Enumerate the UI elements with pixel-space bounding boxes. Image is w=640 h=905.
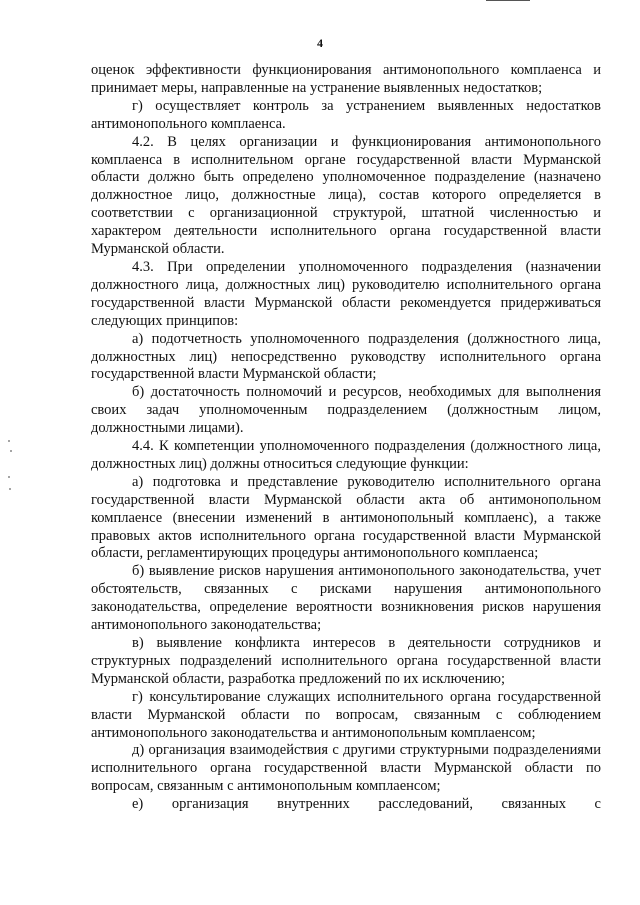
paragraph-function-a: а) подготовка и представление руководителю исполнительного органа государственной власти Мурманской области акта об антимонопольном комплаенсе (внесении изменений в антимонопольный комплаенс), а также правовых актов исполнительного органа государственной власти Мурманской области, регламентирующих процедуры антимонопольного комплаенса;	[91, 473, 601, 562]
paragraph-function-g: г) консультирование служащих исполнительного органа государственной власти Мурманской области по вопросам, связанным с соблюдением антимонопольного законодательства и антимонопольным комплаенсом;	[91, 688, 601, 741]
paragraph-4-2: 4.2. В целях организации и функционирования антимонопольного комплаенса в исполнительном органе государственной власти Мурманской области должно быть определено уполномоченное подразделение (назначено должностное лицо, должностные лица), состав которого определяется в соответствии с организационной структурой, штатной численностью и характером деятельности исполнительного органа государственной власти Мурманской области.	[91, 133, 601, 258]
paragraph-principle-a: а) подотчетность уполномоченного подразделения (должностного лица, должностных лиц) непосредственно руководству исполнительного органа государственной власти Мурманской области;	[91, 330, 601, 383]
paragraph-function-d: д) организация взаимодействия с другими структурными подразделениями исполнительного органа государственной власти Мурманской области по вопросам, связанным с антимонопольным комплаенсом;	[91, 742, 601, 795]
document-body	[91, 62, 601, 814]
scan-dot	[8, 440, 10, 442]
paragraph-4-4: 4.4. К компетенции уполномоченного подразделения (должностного лица, должностных лиц) должны относиться следующие функции:	[91, 438, 601, 472]
paragraph-principle-b: б) достаточность полномочий и ресурсов, необходимых для выполнения своих задач уполномоченным подразделением (должностным лицом, должностными лицами).	[91, 384, 601, 437]
header-rule	[486, 0, 530, 1]
scan-dot	[8, 476, 10, 478]
paragraph-function-e: е) организация внутренних расследований, связанных с	[132, 796, 601, 813]
scan-margin-marks	[6, 440, 16, 510]
paragraph-continuation: оценок эффективности функционирования антимонопольного комплаенса и принимает меры, направленные на устранение выявленных недостатков;	[91, 62, 601, 96]
page-number: 4	[317, 36, 323, 50]
paragraph-function-b: б) выявление рисков нарушения антимонопольного законодательства, учет обстоятельств, связанных с рисками нарушения антимонопольного законодательства, определение вероятности возникновения рисков нарушения антимонопольного законодательства;	[91, 563, 601, 634]
scan-dot	[10, 450, 12, 452]
scan-dot	[9, 488, 11, 490]
paragraph-function-v: в) выявление конфликта интересов в деятельности сотрудников и структурных подразделений исполнительного органа государственной власти Мурманской области, разработка предложений по их исключению;	[91, 635, 601, 687]
paragraph-4-3: 4.3. При определении уполномоченного подразделения (назначении должностного лица, должностных лиц) руководителю исполнительного органа государственной власти Мурманской области рекомендуется придерживаться следующих принципов:	[91, 258, 601, 329]
paragraph-item-g-control: г) осуществляет контроль за устранением выявленных недостатков антимонопольного комплаенса.	[91, 97, 601, 132]
